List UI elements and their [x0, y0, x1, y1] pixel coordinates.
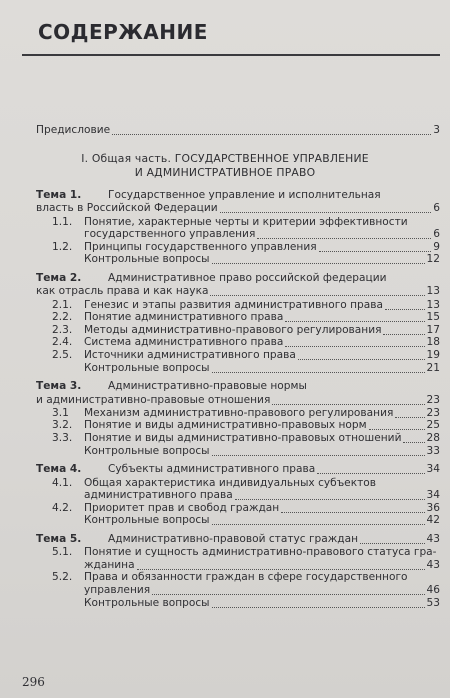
- topic-number: Тема 1.: [36, 189, 82, 201]
- page-ref: 18: [426, 336, 440, 349]
- section-number: 2.1.: [52, 298, 73, 311]
- review-questions: Контрольные вопросы: [84, 361, 210, 374]
- section-title: Понятие и сущность административно-правового статуса гра-: [84, 546, 437, 559]
- topic-title: и административно-правовые отношения: [36, 393, 271, 406]
- topic-number: Тема 2.: [36, 272, 82, 284]
- section-title: Приоритет прав и свобод граждан: [84, 501, 280, 514]
- dot-leader: [235, 499, 425, 500]
- dot-leader: [212, 455, 425, 456]
- page-title: СОДЕРЖАНИЕ: [38, 20, 208, 44]
- section-number: 5.2.: [52, 571, 73, 584]
- section-title: Методы административно-правового регулирования: [84, 323, 382, 336]
- topic-title: Субъекты административного права: [108, 463, 316, 476]
- dot-leader: [137, 569, 425, 570]
- page-ref: 9: [433, 240, 440, 253]
- page-ref: 15: [426, 311, 440, 324]
- dot-leader: [212, 372, 425, 373]
- section-number: 3.2.: [52, 419, 73, 432]
- topic-number: Тема 5.: [36, 532, 82, 545]
- page-ref: 36: [426, 501, 440, 514]
- section-title: Понятие и виды административно-правовых отношений: [84, 432, 402, 444]
- page-ref: 6: [433, 202, 440, 215]
- review-questions: Контрольные вопросы: [84, 444, 210, 457]
- page-ref: 6: [433, 228, 440, 241]
- section-title: Понятие и виды административно-правовых норм: [84, 419, 367, 432]
- section-number: 2.5.: [52, 349, 73, 361]
- dot-leader: [212, 524, 425, 525]
- dot-leader: [385, 309, 425, 310]
- dot-leader: [403, 442, 425, 443]
- section-title: Понятие, характерные черты и критерии эффективности: [84, 215, 408, 228]
- page-ref: 17: [426, 323, 440, 336]
- page-ref: 43: [426, 532, 440, 545]
- page-ref: 25: [426, 419, 440, 432]
- section-title: государственного управления: [84, 228, 256, 241]
- dot-leader: [212, 607, 425, 608]
- dot-leader: [212, 263, 425, 264]
- page-ref: 23: [426, 393, 440, 406]
- section-title: Система административного права: [84, 336, 284, 349]
- section-number: 4.1.: [52, 476, 73, 489]
- section-number: 2.3.: [52, 323, 73, 336]
- page-ref: 46: [426, 584, 440, 596]
- section-title: административного права: [84, 489, 233, 502]
- dot-leader: [257, 238, 431, 239]
- topic-title: как отрасль права и как наука: [36, 285, 209, 298]
- section-title: Понятие административного права: [84, 311, 284, 324]
- section-number: 2.4.: [52, 336, 73, 349]
- review-questions: Контрольные вопросы: [84, 596, 210, 609]
- section-title: Механизм административно-правового регулирования: [84, 406, 394, 419]
- page-ref: 23: [426, 406, 440, 419]
- section-number: 3.1: [52, 406, 69, 419]
- topic-number: Тема 4.: [36, 463, 82, 476]
- section-number: 1.2.: [52, 240, 73, 253]
- page-ref: 3: [433, 124, 440, 136]
- page-ref: 13: [426, 298, 440, 311]
- part-title: И АДМИНИСТРАТИВНОЕ ПРАВО: [134, 166, 316, 179]
- section-number: 3.3.: [52, 432, 73, 444]
- page-ref: 12: [426, 253, 440, 266]
- section-number: 1.1.: [52, 215, 73, 228]
- page-ref: 43: [426, 558, 440, 571]
- dot-leader: [369, 429, 425, 430]
- topic-title: Государственное управление и исполнительная: [108, 189, 381, 201]
- section-number: 4.2.: [52, 501, 73, 514]
- dot-leader: [285, 321, 425, 322]
- page-ref: 13: [426, 285, 440, 298]
- dot-leader: [220, 212, 431, 213]
- preface-label: Предисловие: [36, 124, 111, 136]
- page-ref: 34: [426, 463, 440, 476]
- dot-leader: [272, 404, 425, 405]
- section-title: жданина: [84, 558, 135, 571]
- dot-leader: [285, 346, 425, 347]
- dot-leader: [395, 417, 425, 418]
- topic-title: Административное право российской федерации: [108, 272, 387, 284]
- dot-leader: [112, 134, 431, 135]
- topic-title: Административно-правовые нормы: [108, 380, 307, 393]
- topic-number: Тема 3.: [36, 380, 82, 393]
- section-title: Генезис и этапы развития административного права: [84, 298, 384, 311]
- section-title: Принципы государственного управления: [84, 240, 317, 253]
- page-ref: 34: [426, 489, 440, 502]
- page-ref: 19: [426, 349, 440, 361]
- section-title: Источники административного права: [84, 349, 296, 361]
- dot-leader: [281, 512, 425, 513]
- page-ref: 33: [426, 444, 440, 457]
- section-title: управления: [84, 584, 151, 596]
- section-title: Общая характеристика индивидуальных субъектов: [84, 476, 376, 489]
- page-ref: 28: [426, 432, 440, 444]
- dot-leader: [360, 543, 425, 544]
- section-number: 5.1.: [52, 546, 73, 559]
- dot-leader: [298, 359, 425, 360]
- topic-title: Административно-правовой статус граждан: [108, 532, 359, 545]
- page-number: 296: [22, 675, 45, 689]
- section-title: Права и обязанности граждан в сфере государственного: [84, 571, 408, 584]
- page-ref: 53: [426, 596, 440, 609]
- dot-leader: [383, 334, 425, 335]
- dot-leader: [317, 473, 425, 474]
- part-title: I. Общая часть. ГОСУДАРСТВЕННОЕ УПРАВЛЕНИЕ: [81, 152, 369, 165]
- dot-leader: [210, 295, 425, 296]
- section-number: 2.2.: [52, 311, 73, 324]
- dot-leader: [152, 594, 425, 595]
- dot-leader: [319, 251, 431, 252]
- review-questions: Контрольные вопросы: [84, 253, 210, 266]
- topic-title: власть в Российской Федерации: [36, 202, 218, 215]
- page-ref: 21: [426, 361, 440, 374]
- review-questions: Контрольные вопросы: [84, 514, 210, 527]
- page-ref: 42: [426, 514, 440, 527]
